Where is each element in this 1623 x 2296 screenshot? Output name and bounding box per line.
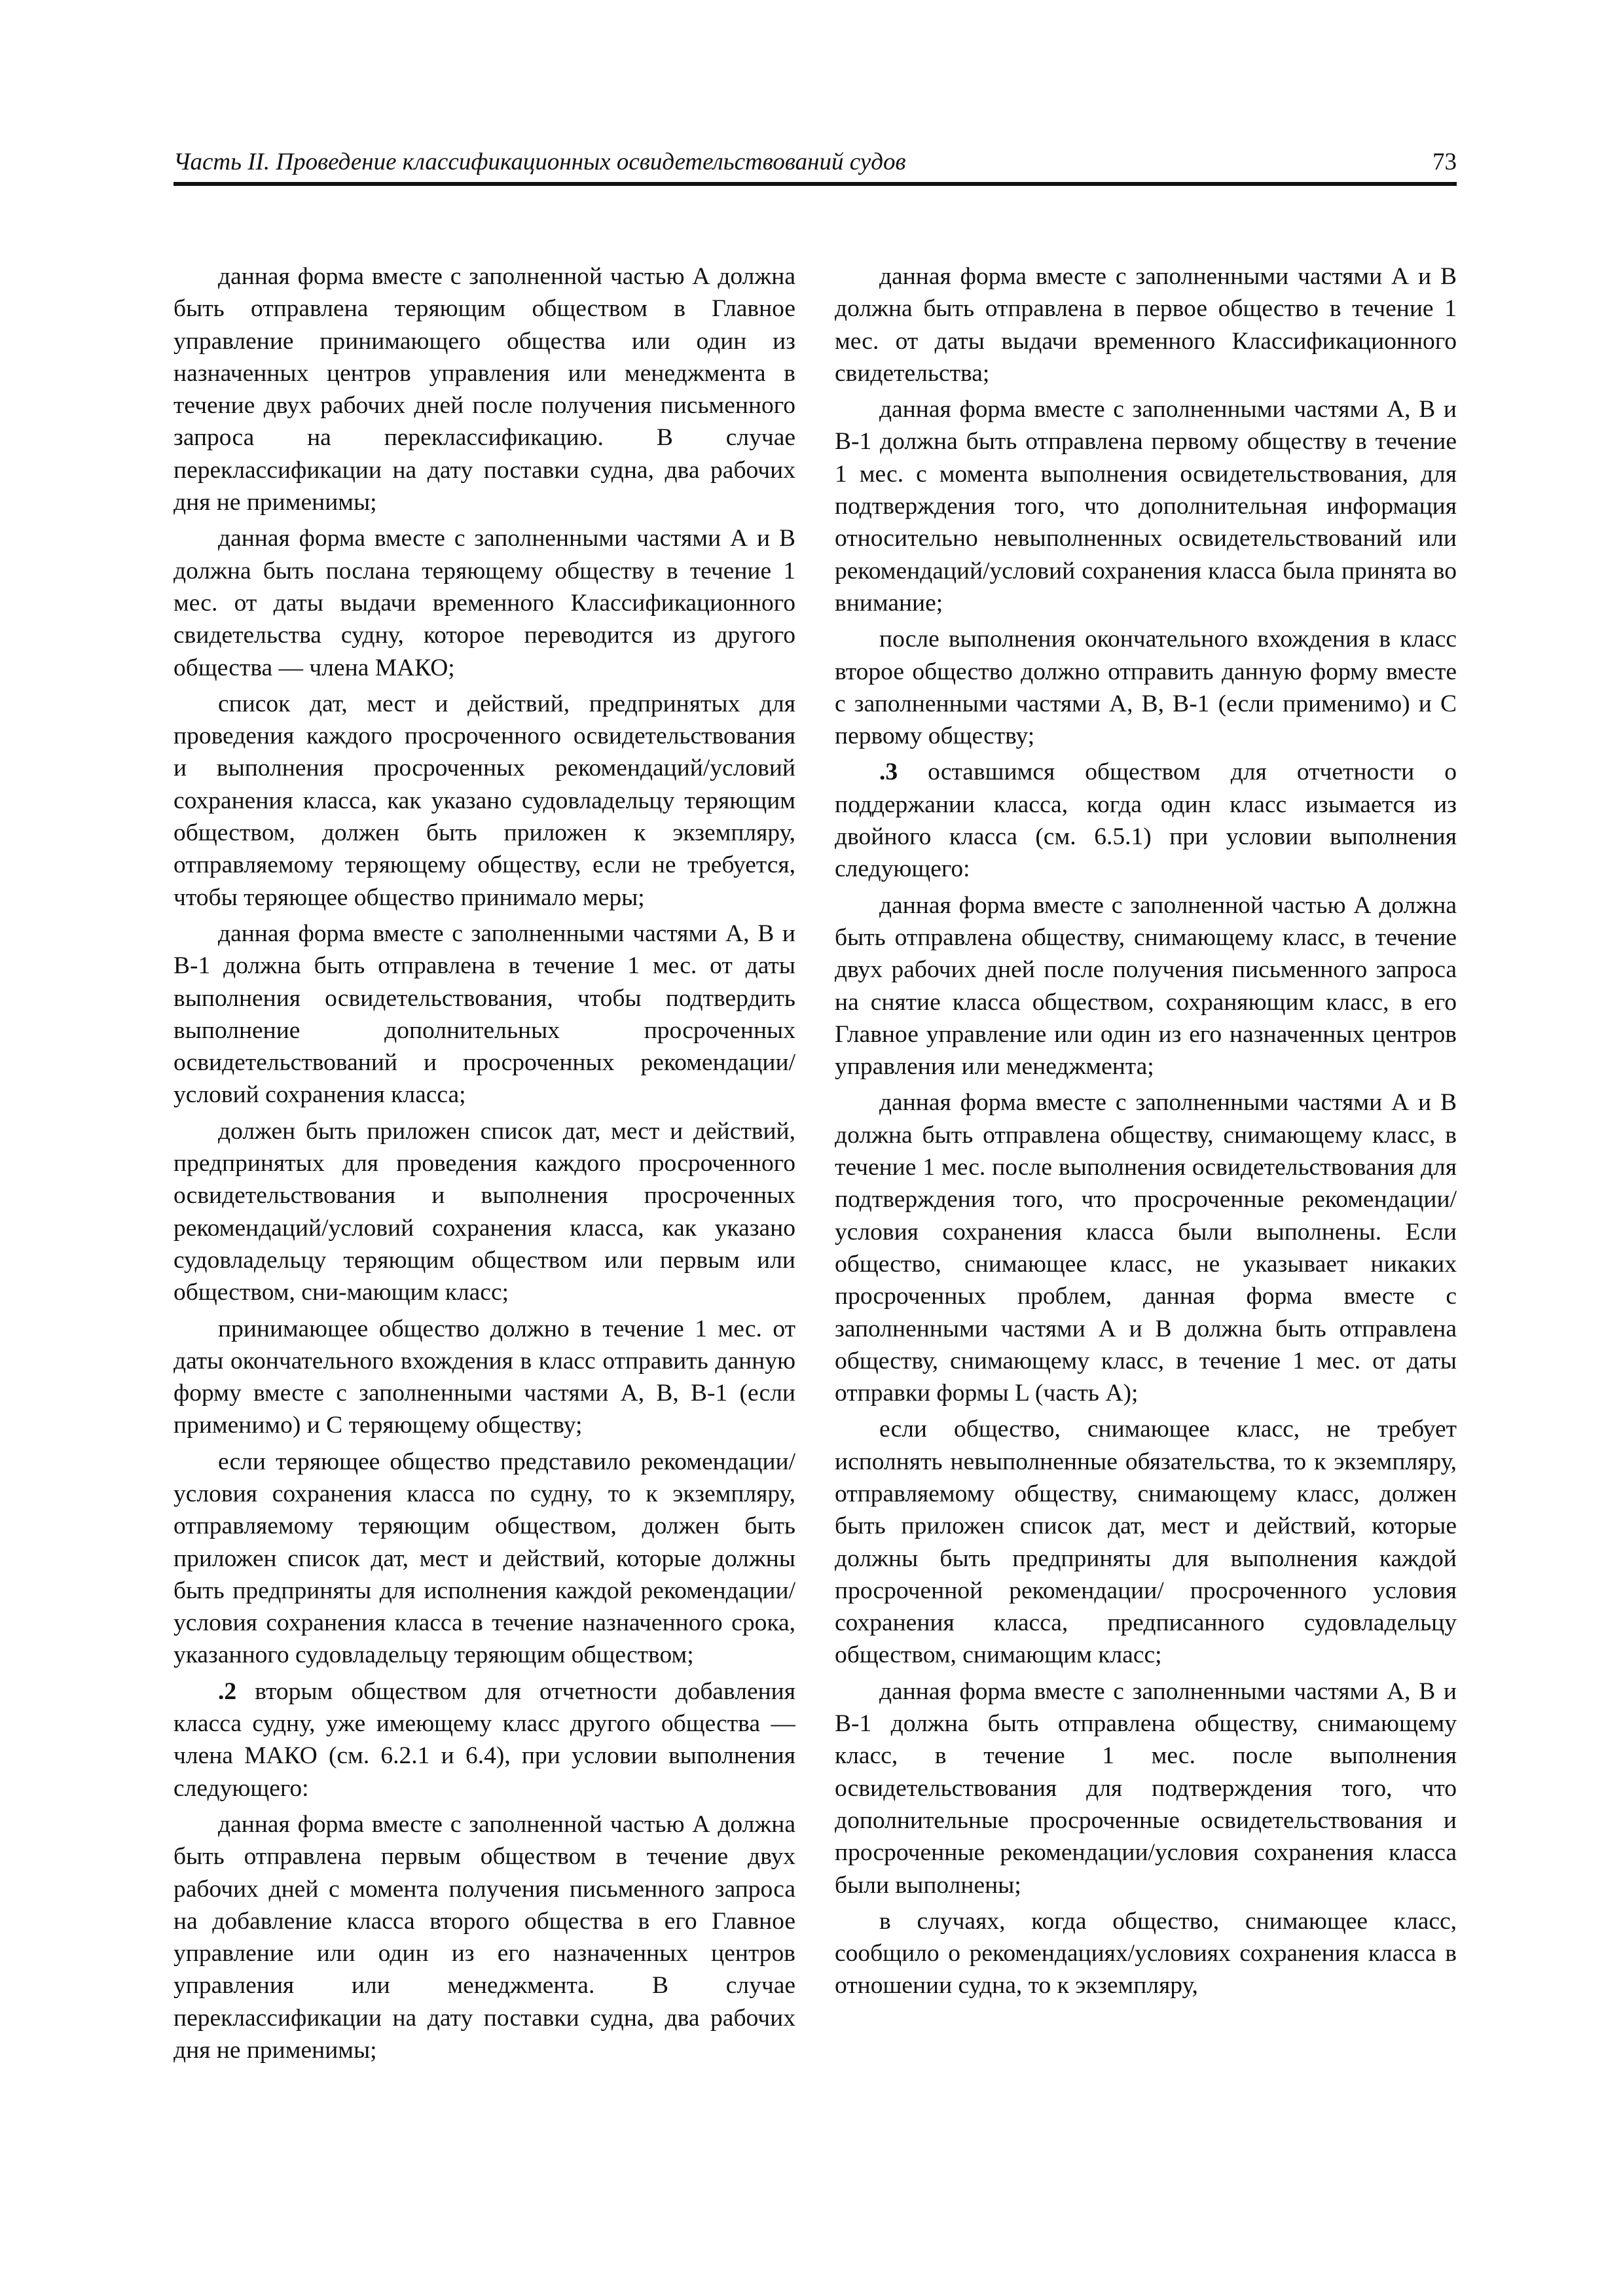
header-title: Часть II. Проведение классификационных освидетельствований судов [173, 149, 906, 175]
item-marker: .3 [879, 759, 898, 786]
paragraph-text: если общество, снимающее класс, не требует исполнять невыполненные обязательства, то к экземпляру, отправляемому обществу, снимающему класс, должен быть приложен список дат, мест и действий, которые должны быть предприняты для выполнения каждой просроченной рекомендации/ просроченного условия сохранения класса, предписанного судовладельцу обществом, снимающим класс; [835, 1416, 1457, 1669]
paragraph [173, 260, 795, 518]
paragraph [173, 1808, 795, 2066]
paragraph [835, 889, 1457, 1083]
paragraph [835, 756, 1457, 885]
paragraph [835, 1413, 1457, 1671]
paragraph-text: данная форма вместе с заполненными частями А и В должна быть отправлена обществу, снимающему класс, в течение 1 мес. после выполнения освидетельствования для подтверждения того, что просроченные рекомендации/условия сохранения класса были выполнены. Если общество, снимающее класс, не указывает никаких просроченных проблем, данная форма вместе с заполненными частями А и В должна быть отправлена обществу, снимающему класс, в течение 1 мес. от даты отправки формы L (часть А); [835, 1089, 1457, 1407]
paragraph [835, 623, 1457, 752]
paragraph-text: данная форма вместе с заполненными частями А и В должна быть отправлена в первое общество в течение 1 мес. от даты выдачи временного Классификационного свидетельства; [835, 263, 1457, 387]
paragraph-text: в случаях, когда общество, снимающее класс, сообщило о рекомендациях/условиях сохранения класса в отношении судна, то к экземпляру, [835, 1907, 1457, 2000]
page-number: 73 [1432, 149, 1457, 175]
paragraph [835, 1905, 1457, 2002]
paragraph-text: данная форма вместе с заполненной частью А должна быть отправлена первым обществом в течение двух рабочих дней с момента получения письменного запроса на добавление класса второго общества в его Главное управление или один из его назначенных центров управления или менеджмента. В случае переклассификации на дату поставки судна, два рабочих дня не применимы; [173, 1810, 795, 2064]
paragraph-text: данная форма вместе с заполненными частями А, В и В-1 должна быть отправлена в течение 1 мес. от даты выполнения освидетельствования, чтобы подтвердить выполнение дополнительных просроченных освидетельствований и просроченных рекомендации/условий сохранения класса; [173, 920, 795, 1109]
paragraph [173, 918, 795, 1111]
running-header [173, 145, 1457, 186]
paragraph [835, 1086, 1457, 1409]
paragraph-text: должен быть приложен список дат, мест и действий, предпринятых для проведения каждого просроченного освидетельствования и выполнения просроченных рекомендаций/условий сохранения класса, как указано судовладельцу теряющим обществом или первым или обществом, сни-мающим класс; [173, 1117, 795, 1306]
paragraph-text: принимающее общество должно в течение 1 мес. от даты окончательного вхождения в класс отправить данную форму вместе с заполненными частями А, В, В-1 (если применимо) и С теряющему обществу; [173, 1315, 795, 1439]
left-column [173, 260, 795, 2178]
right-column [835, 260, 1457, 2178]
paragraph [173, 1446, 795, 1672]
paragraph-text: вторым обществом для отчетности добавления класса судну, уже имеющему класс другого общества — члена МАКО (см. 6.2.1 и 6.4), при условии выполнения следующего: [173, 1677, 795, 1802]
paragraph-text: данная форма вместе с заполненными частями А, В и В-1 должна быть отправлена обществу, снимающему класс, в течение 1 мес. после выполнения освидетельствования для подтверждения того, что дополнительные просроченные освидетельствования и просроченные рекомендации/условия сохранения класса были выполнены; [835, 1677, 1457, 1899]
paragraph-text: данная форма вместе с заполненными частями А, В и В-1 должна быть отправлена первому обществу в течение 1 мес. с момента выполнения освидетельствования, для подтверждения того, что дополнительная информация относительно невыполненных освидетельствований или рекомендаций/условий сохранения класса была принята во внимание; [835, 396, 1457, 617]
paragraph-text: данная форма вместе с заполненной частью А должна быть отправлена обществу, снимающему класс, в течение двух рабочих дней после получения письменного запроса на снятие класса обществом, сохраняющим класс, в его Главное управление или один из его назначенных центров управления или менеджмента; [835, 891, 1457, 1081]
paragraph [835, 1676, 1457, 1901]
paragraph [173, 1313, 795, 1442]
paragraph [173, 522, 795, 683]
paragraph-text: список дат, мест и действий, предпринятых для проведения каждого просроченного освидетельствования и выполнения просроченных рекомендаций/условий сохранения класса, как указано судовладельцу теряющим обществом, должен быть приложен к экземпляру, отправляемому теряющему обществу, если не требуется, чтобы теряющее общество принимало меры; [173, 690, 795, 911]
paragraph [835, 260, 1457, 389]
paragraph-text: после выполнения окончательного вхождения в класс второе общество должно отправить данную форму вместе с заполненными частями А, В, В-1 (если применимо) и С первому обществу; [835, 626, 1457, 750]
paragraph [835, 393, 1457, 619]
paragraph [173, 1115, 795, 1309]
paragraph [173, 688, 795, 914]
paragraph-text: данная форма вместе с заполненной частью А должна быть отправлена теряющим обществом в Главное управление принимающего общества или один из назначенных центров управления или менеджмента в течение двух рабочих дней после получения письменного запроса на переклассификацию. В случае переклассификации на дату поставки судна, два рабочих дня не применимы; [173, 263, 795, 516]
paragraph-text: если теряющее общество представило рекомендации/условия сохранения класса по судну, то к экземпляру, отправляемому теряющим обществом, должен быть приложен список дат, мест и действий, которые должны быть предприняты для исполнения каждой рекомендации/условия сохранения класса в течение назначенного срока, указанного судовладельцу теряющим обществом; [173, 1448, 795, 1669]
item-marker: .2 [218, 1677, 237, 1705]
paragraph-text: данная форма вместе с заполненными частями А и В должна быть послана теряющему обществу в течение 1 мес. от даты выдачи временного Классификационного свидетельства судну, которое переводится из другого общества — члена МАКО; [173, 525, 795, 681]
paragraph-text: оставшимся обществом для отчетности о поддержании класса, когда один класс изымается из двойного класса (см. 6.5.1) при условии выполнения следующего: [835, 759, 1457, 883]
paragraph [173, 1676, 795, 1804]
